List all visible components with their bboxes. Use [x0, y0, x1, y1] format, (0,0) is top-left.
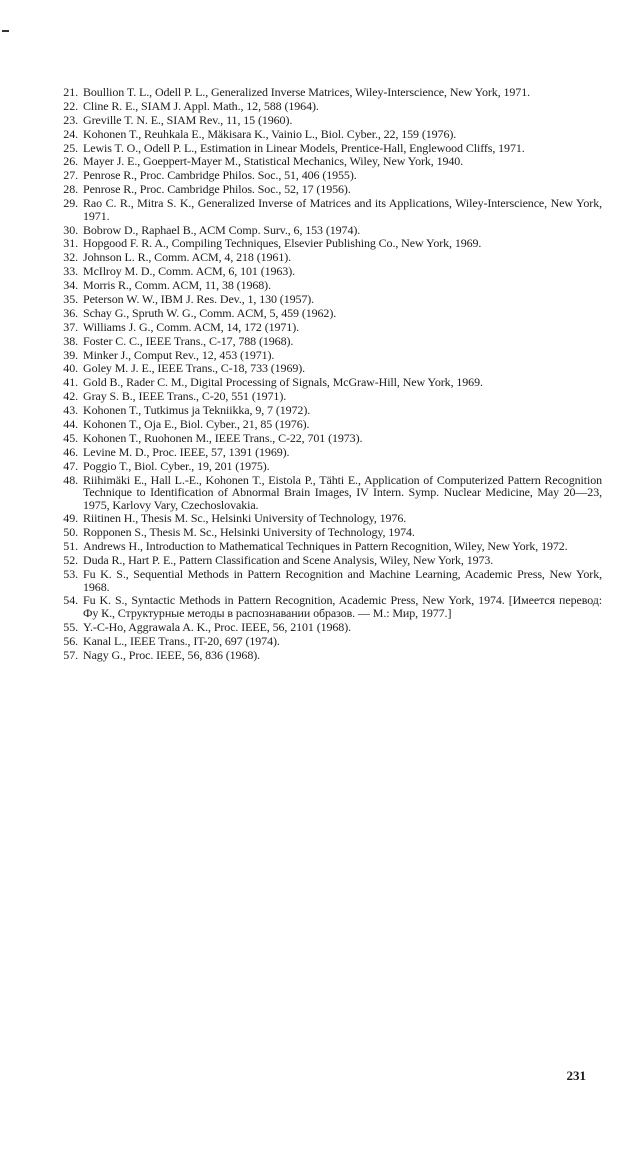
reference-text: Poggio T., Biol. Cyber., 19, 201 (1975). [83, 458, 270, 473]
reference-number: 46. [63, 444, 78, 459]
reference-item [56, 251, 602, 264]
reference-item [56, 554, 602, 567]
reference-text: Boullion T. L., Odell P. L., Generalized Inverse Matrices, Wiley-Interscience, New York, 1971. [83, 85, 531, 99]
reference-number: 43. [63, 403, 78, 418]
reference-item [56, 321, 602, 334]
reference-number: 29. [63, 196, 78, 211]
reference-item [56, 432, 602, 445]
reference-number: 22. [63, 98, 78, 113]
reference-number: 45. [63, 430, 78, 445]
reference-text: Goley M. J. E., IEEE Trans., C-18, 733 (1969). [83, 361, 306, 376]
reference-item [56, 376, 602, 389]
reference-item [56, 224, 602, 237]
reference-text: Andrews H., Introduction to Mathematical Techniques in Pattern Recognition, Wiley, New York, 1972. [83, 539, 568, 554]
reference-number: 51. [63, 539, 78, 554]
reference-text: Levine M. D., Proc. IEEE, 57, 1391 (1969). [83, 444, 290, 459]
reference-number: 57. [63, 647, 78, 662]
reference-item [56, 594, 602, 619]
reference-item [56, 404, 602, 417]
reference-number: 55. [63, 619, 78, 634]
reference-text: Penrose R., Proc. Cambridge Philos. Soc., 51, 406 (1955). [83, 168, 357, 183]
reference-number: 33. [63, 264, 78, 279]
reference-text: Hopgood F. R. A., Compiling Techniques, Elsevier Publishing Co., New York, 1969. [83, 236, 482, 251]
reference-item [56, 390, 602, 403]
reference-number: 31. [63, 236, 78, 251]
reference-text: Rao C. R., Mitra S. K., Generalized Inverse of Matrices and its Applications, Wiley-Interscience, New York, 1971. [83, 196, 602, 223]
reference-number: 49. [63, 511, 78, 526]
reference-text: McIlroy M. D., Comm. ACM, 6, 101 (1963). [83, 264, 296, 279]
reference-number: 27. [63, 168, 78, 183]
reference-number: 21. [63, 85, 78, 99]
reference-item [56, 197, 602, 222]
reference-item [56, 128, 602, 141]
reference-number: 41. [63, 375, 78, 390]
reference-number: 42. [63, 389, 78, 404]
reference-number: 30. [63, 222, 78, 237]
reference-text: Minker J., Comput Rev., 12, 453 (1971). [83, 347, 275, 362]
reference-item [56, 183, 602, 196]
reference-number: 50. [63, 525, 78, 540]
reference-text: Williams J. G., Comm. ACM, 14, 172 (1971). [83, 319, 299, 334]
reference-number: 38. [63, 333, 78, 348]
reference-text: Gold B., Rader C. M., Digital Processing of Signals, McGraw-Hill, New York, 1969. [83, 375, 483, 390]
reference-text: Nagy G., Proc. IEEE, 56, 836 (1968). [83, 647, 261, 662]
reference-text: Bobrow D., Raphael B., ACM Comp. Surv., 6, 153 (1974). [83, 222, 361, 237]
reference-text: Greville T. N. E., SIAM Rev., 11, 15 (1960). [83, 112, 293, 127]
reference-number: 24. [63, 126, 78, 141]
reference-item [56, 460, 602, 473]
reference-text: Fu K. S., Syntactic Methods in Pattern Recognition, Academic Press, New York, 1974. [Имеется перевод: Фу К., Структурные методы в распознавании образов. — М.: Мир, 1977.] [83, 593, 602, 620]
reference-item [56, 265, 602, 278]
reference-text: Kohonen T., Reuhkala E., Mäkisara K., Vainio L., Biol. Cyber., 22, 159 (1976). [83, 126, 457, 141]
reference-text: Johnson L. R., Comm. ACM, 4, 218 (1961). [83, 250, 292, 265]
scan-mark [2, 30, 9, 32]
reference-text: Kohonen T., Tutkimus ja Tekniikka, 9, 7 (1972). [83, 403, 311, 418]
reference-text: Foster C. C., IEEE Trans., C-17, 788 (1968). [83, 333, 294, 348]
reference-text: Cline R. E., SIAM J. Appl. Math., 12, 588 (1964). [83, 98, 319, 113]
reference-item [56, 349, 602, 362]
reference-list [56, 86, 602, 662]
reference-number: 52. [63, 553, 78, 568]
reference-text: Mayer J. E., Goeppert-Mayer M., Statistical Mechanics, Wiley, New York, 1940. [83, 154, 464, 169]
reference-item [56, 526, 602, 539]
reference-text: Kanal L., IEEE Trans., IT-20, 697 (1974). [83, 633, 280, 648]
reference-text: Kohonen T., Oja E., Biol. Cyber., 21, 85 (1976). [83, 416, 310, 431]
reference-item [56, 635, 602, 648]
page-number: 231 [566, 1068, 586, 1083]
reference-text: Kohonen T., Ruohonen M., IEEE Trans., C-22, 701 (1973). [83, 430, 363, 445]
reference-number: 39. [63, 347, 78, 362]
reference-item [56, 512, 602, 525]
reference-number: 35. [63, 291, 78, 306]
reference-text: Gray S. B., IEEE Trans., C-20, 551 (1971). [83, 389, 287, 404]
reference-text: Morris R., Comm. ACM, 11, 38 (1968). [83, 278, 271, 293]
reference-number: 44. [63, 416, 78, 431]
reference-item [56, 293, 602, 306]
reference-text: Fu K. S., Sequential Methods in Pattern Recognition and Machine Learning, Academic Press, New York, 1968. [83, 567, 602, 594]
reference-item [56, 100, 602, 113]
reference-number: 25. [63, 140, 78, 155]
reference-text: Duda R., Hart P. E., Pattern Classification and Scene Analysis, Wiley, New York, 1973. [83, 553, 494, 568]
reference-number: 26. [63, 154, 78, 169]
reference-item [56, 649, 602, 662]
reference-number: 37. [63, 319, 78, 334]
reference-number: 47. [63, 458, 78, 473]
reference-item [56, 142, 602, 155]
reference-item [56, 362, 602, 375]
reference-number: 34. [63, 278, 78, 293]
reference-number: 56. [63, 633, 78, 648]
reference-text: Penrose R., Proc. Cambridge Philos. Soc., 52, 17 (1956). [83, 182, 351, 197]
reference-text: Y.-C-Ho, Aggrawala A. K., Proc. IEEE, 56, 2101 (1968). [83, 619, 352, 634]
reference-text: Ropponen S., Thesis M. Sc., Helsinki University of Technology, 1974. [83, 525, 415, 540]
reference-number: 28. [63, 182, 78, 197]
reference-item [56, 418, 602, 431]
reference-item [56, 335, 602, 348]
reference-number: 40. [63, 361, 78, 376]
reference-item [56, 169, 602, 182]
reference-text: Riihimäki E., Hall L.-E., Kohonen T., Eistola P., Tähti E., Application of Computerized Pattern Recognition Technique to Identification of Abnormal Brain Images, IV Intern. Symp. Nuclear Medicine, May 20—23, 1975, Karlovy Vary, Czechoslovakia. [83, 472, 602, 512]
reference-text: Peterson W. W., IBM J. Res. Dev., 1, 130 (1957). [83, 291, 315, 306]
reference-item [56, 155, 602, 168]
reference-item [56, 86, 602, 99]
reference-number: 32. [63, 250, 78, 265]
reference-item [56, 540, 602, 553]
reference-item [56, 568, 602, 593]
reference-item [56, 446, 602, 459]
reference-item [56, 279, 602, 292]
reference-number: 53. [63, 567, 78, 581]
reference-item [56, 621, 602, 634]
reference-text: Schay G., Spruth W. G., Comm. ACM, 5, 459 (1962). [83, 305, 337, 320]
reference-text: Lewis T. O., Odell P. L., Estimation in Linear Models, Prentice-Hall, Englewood Cliffs, 1971. [83, 140, 525, 155]
reference-number: 48. [63, 472, 78, 487]
reference-number: 36. [63, 305, 78, 320]
reference-item [56, 114, 602, 127]
reference-item [56, 237, 602, 250]
reference-number: 54. [63, 593, 78, 608]
reference-number: 23. [63, 112, 78, 127]
reference-text: Riitinen H., Thesis M. Sc., Helsinki University of Technology, 1976. [83, 511, 407, 526]
reference-item [56, 474, 602, 512]
reference-item [56, 307, 602, 320]
